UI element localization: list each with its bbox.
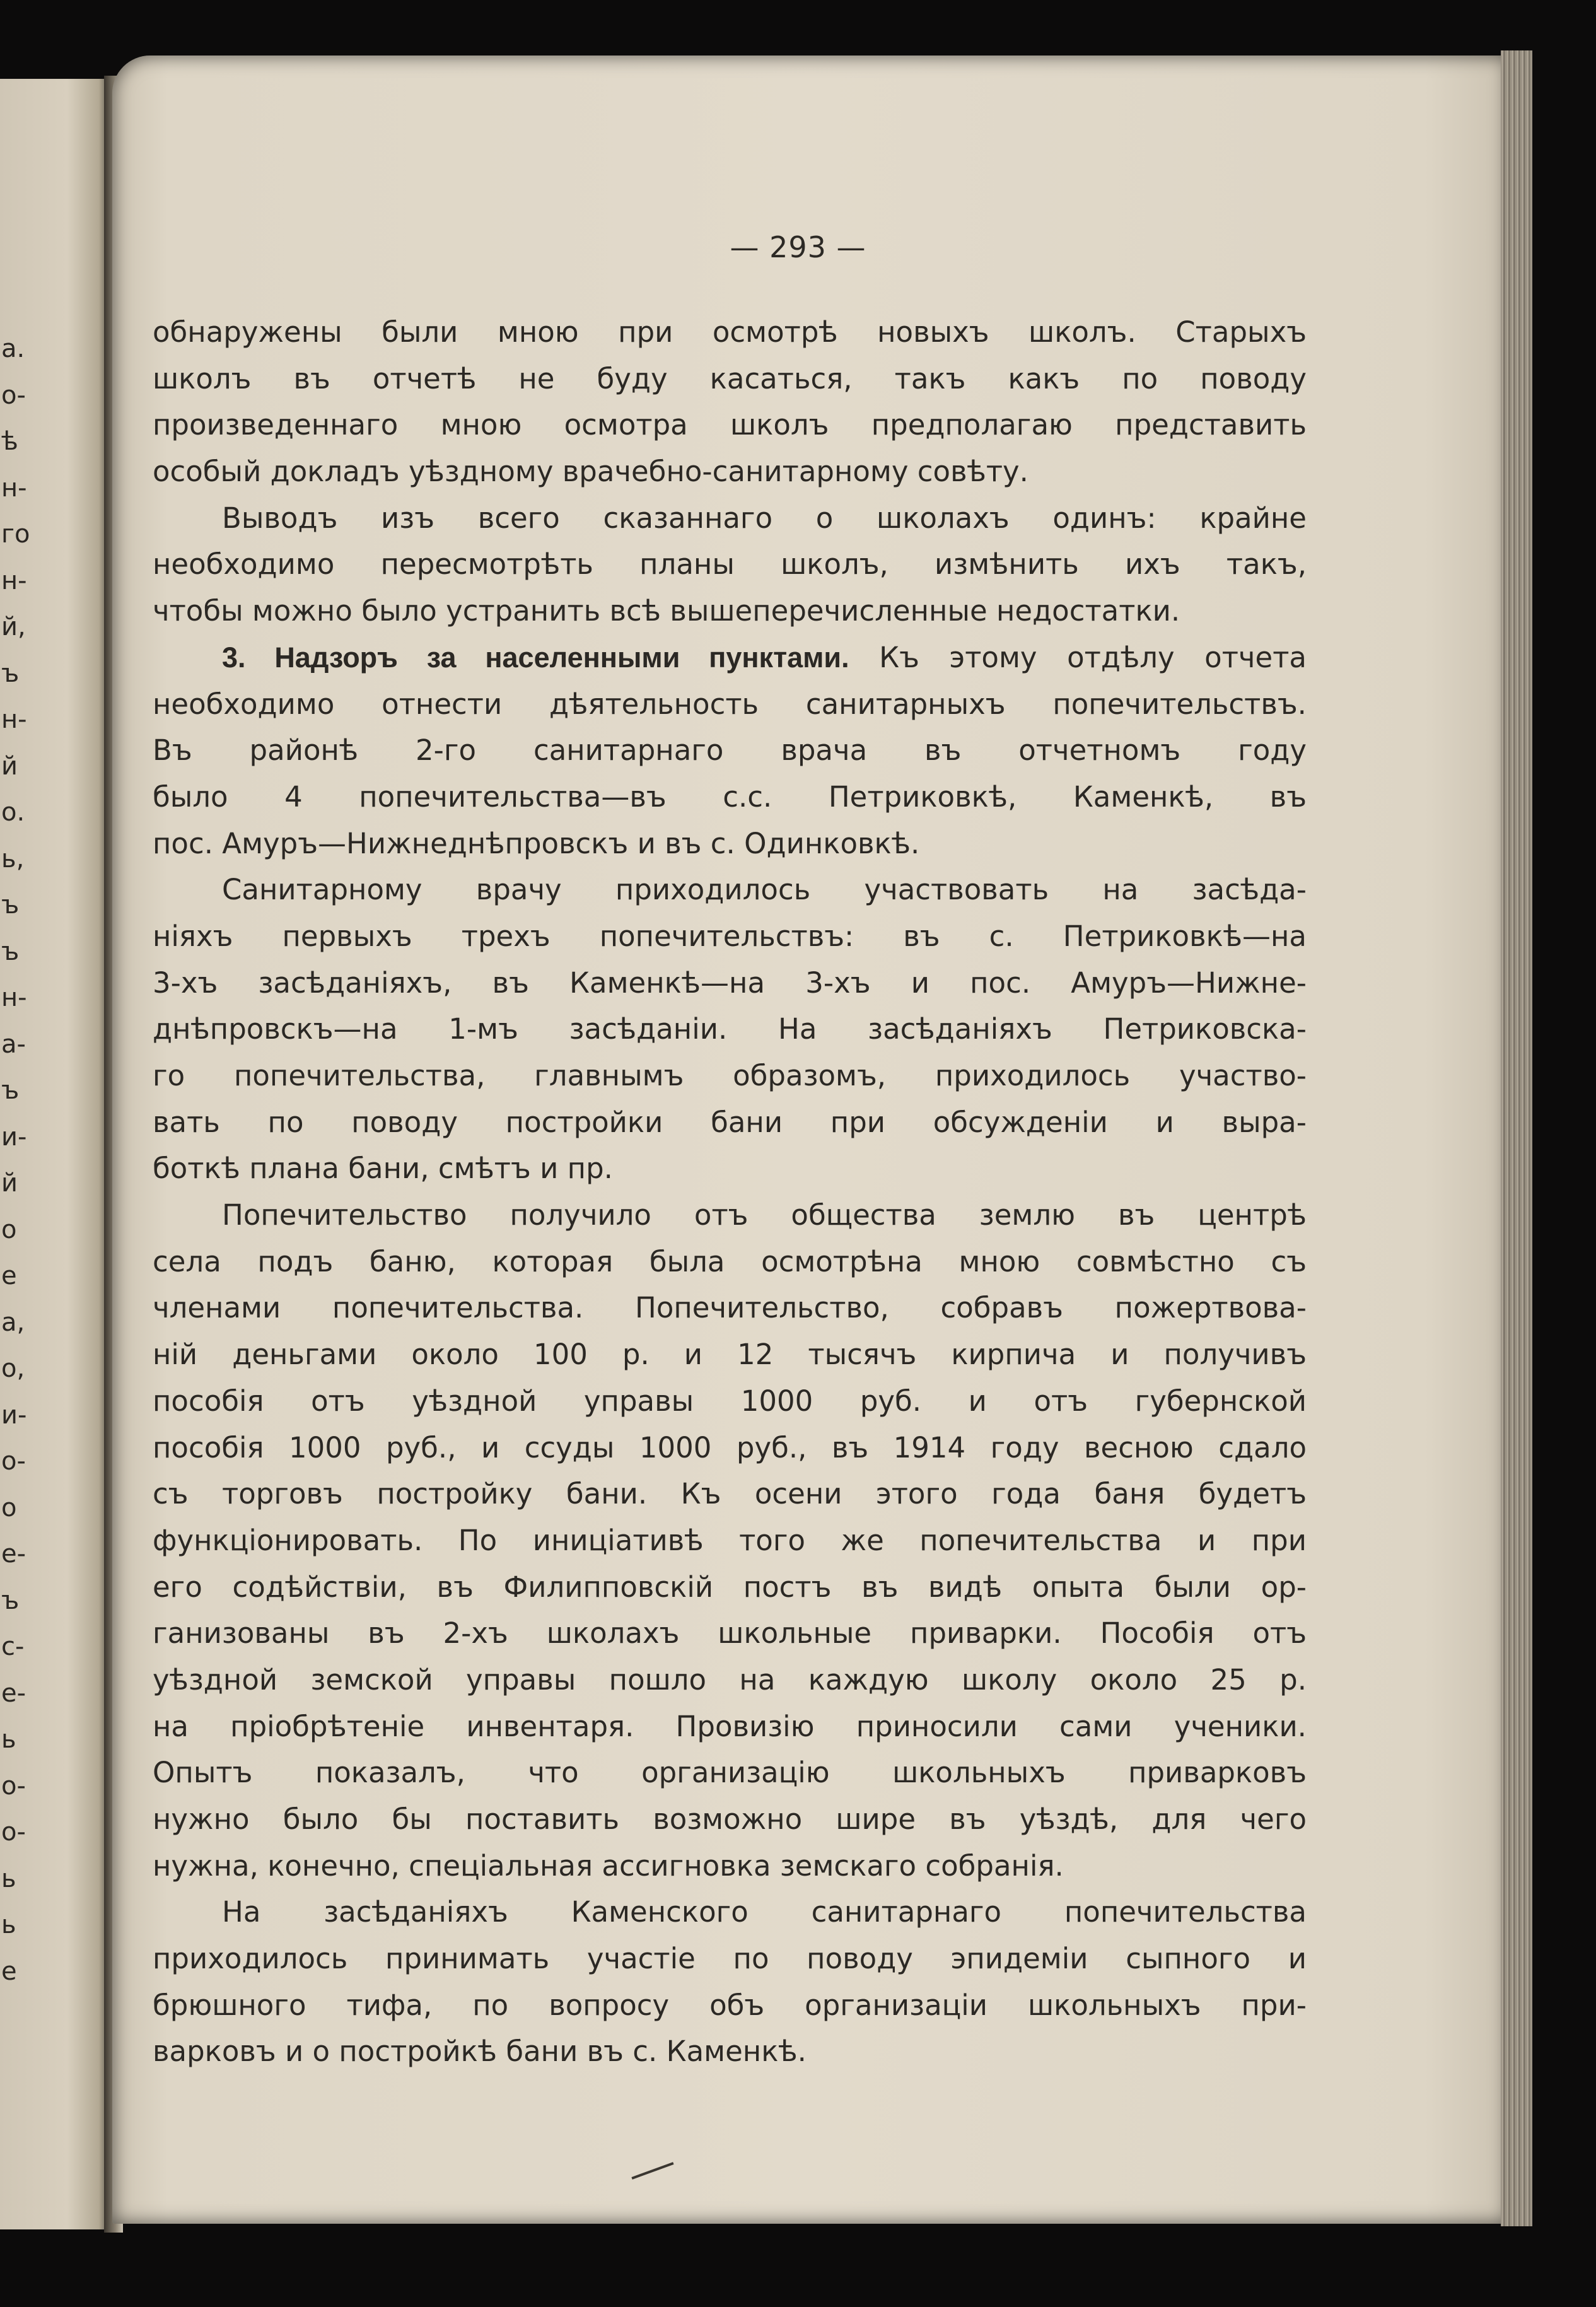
- left-page-char: ъ: [1, 658, 20, 688]
- text-line: [153, 1285, 1307, 1331]
- left-page-char: о-: [1, 1818, 26, 1847]
- text-line-content: членами попечительства. Попечительство, собравъ пожертвова-: [153, 1291, 1307, 1325]
- left-page-char: ъ: [1, 1076, 20, 1105]
- text-line-content: села подъ баню, которая была осмотрѣна мною совмѣстно съ: [153, 1244, 1307, 1278]
- left-page-char: а-: [1, 1029, 26, 1059]
- text-line: [153, 1053, 1307, 1099]
- text-line-content: 3-хъ засѣданіяхъ, въ Каменкѣ—на 3-хъ и пос. Амуръ—Нижне-: [153, 966, 1307, 1000]
- text-line: [153, 402, 1307, 448]
- text-line: [153, 634, 1307, 681]
- left-page-char: ѣ: [1, 427, 18, 456]
- left-page-char: о.: [1, 798, 25, 827]
- left-page-char: и-: [1, 1400, 27, 1430]
- text-line: [153, 1239, 1307, 1285]
- left-page-char: а,: [1, 1307, 25, 1337]
- text-line: [153, 356, 1307, 402]
- text-line: [153, 1843, 1307, 1889]
- text-line-content: Въ районѣ 2-го санитарнаго врача въ отчетномъ году: [153, 733, 1307, 768]
- text-line: [153, 681, 1307, 728]
- text-line-content: На засѣданіяхъ Каменского санитарнаго попечительства: [222, 1895, 1307, 1929]
- text-line-content: произведеннаго мною осмотра школъ предполагаю представить: [153, 408, 1307, 442]
- left-page-char: а.: [1, 334, 25, 363]
- text-line: [153, 727, 1307, 774]
- section-heading: 3. Надзоръ за населенными пунктами.: [222, 641, 849, 674]
- text-line-content: функціонировать. По иниціативѣ того же попечительства и при: [153, 1523, 1307, 1557]
- text-line: [153, 495, 1307, 542]
- text-line-content: варковъ и о постройкѣ бани въ с. Каменкѣ.: [153, 2035, 807, 2069]
- left-page-char: н-: [1, 705, 27, 734]
- text-line: [153, 913, 1307, 960]
- left-page-char: ь: [1, 1725, 16, 1754]
- body-text: [153, 309, 1307, 2075]
- text-line-content: Опытъ показалъ, что организацію школьныхъ приварковъ: [153, 1756, 1307, 1790]
- left-page-char: с-: [1, 1632, 25, 1661]
- text-line: [153, 1889, 1307, 1936]
- text-line-content: вать по поводу постройки бани при обсужденіи и выра-: [153, 1105, 1307, 1139]
- text-line-content: боткѣ плана бани, смѣтъ и пр.: [153, 1152, 613, 1186]
- text-line-content: было 4 попечительства—въ с.с. Петриковкѣ, Каменкѣ, въ: [153, 780, 1307, 814]
- text-line-content: ганизованы въ 2-хъ школахъ школьные приварки. Пособія отъ: [153, 1616, 1307, 1650]
- left-page-char: о-: [1, 1447, 26, 1476]
- text-line-content: ніяхъ первыхъ трехъ попечительствъ: въ с. Петриковкѣ—на: [153, 919, 1307, 953]
- left-page-char: о: [1, 1493, 17, 1522]
- text-line: [153, 1517, 1307, 1564]
- text-line-content: особый докладъ уѣздному врачебно-санитарному совѣту.: [153, 455, 1028, 489]
- text-line-content: необходимо пересмотрѣть планы школъ, измѣнить ихъ такъ,: [153, 547, 1307, 581]
- text-line-content: ній деньгами около 100 р. и 12 тысячъ кирпича и получивъ: [153, 1338, 1307, 1372]
- text-line-content: Попечительство получило отъ общества землю въ центрѣ: [222, 1198, 1307, 1232]
- left-page-char: й: [1, 1169, 18, 1198]
- text-line: [153, 1657, 1307, 1703]
- text-line-content: уѣздной земской управы пошло на каждую школу около 25 р.: [153, 1662, 1307, 1697]
- text-line-content: съ торговъ постройку бани. Къ осени этого года баня будетъ: [153, 1477, 1307, 1511]
- left-page-char: й,: [1, 612, 26, 641]
- text-line: [153, 1564, 1307, 1611]
- text-line: [153, 1796, 1307, 1843]
- text-line: [153, 1703, 1307, 1750]
- text-line-content: днѣпровскъ—на 1-мъ засѣданіи. На засѣданіяхъ Петриковска-: [153, 1012, 1307, 1046]
- left-page-char: о: [1, 1215, 17, 1244]
- text-line: [153, 1610, 1307, 1657]
- text-line-content: школъ въ отчетѣ не буду касаться, такъ какъ по поводу: [153, 361, 1307, 395]
- text-line-content: пос. Амуръ—Нижнеднѣпровскъ и въ с. Одинковкѣ.: [153, 826, 920, 860]
- text-line-content: Къ этому отдѣлу отчета: [849, 640, 1307, 674]
- left-page-char: е-: [1, 1678, 26, 1708]
- text-line: [153, 1006, 1307, 1053]
- page-number: — 293 —: [730, 230, 866, 264]
- left-page-char: н-: [1, 473, 27, 503]
- text-line: [153, 867, 1307, 913]
- text-line: [153, 541, 1307, 588]
- text-line: [153, 774, 1307, 821]
- text-line: [153, 2028, 1307, 2075]
- text-line: [153, 1192, 1307, 1239]
- left-page-char: е-: [1, 1539, 26, 1568]
- left-page-char: ъ: [1, 1586, 20, 1615]
- text-line-content: приходилось принимать участіе по поводу эпидеміи сыпного и: [153, 1942, 1307, 1976]
- text-line-content: нужно было бы поставить возможно шире въ уѣздѣ, для чего: [153, 1802, 1307, 1836]
- left-page-char: о,: [1, 1354, 25, 1383]
- text-line-content: чтобы можно было устранить всѣ вышеперечисленные недостатки.: [153, 594, 1180, 628]
- left-page-char: о-: [1, 1771, 26, 1801]
- left-page-char: й: [1, 751, 18, 781]
- text-line: [153, 1982, 1307, 2029]
- text-line-content: его содѣйствіи, въ Филипповскій постъ въ видѣ опыта были ор-: [153, 1570, 1307, 1604]
- text-line: [153, 1331, 1307, 1378]
- left-page-char: ь: [1, 1910, 16, 1939]
- text-line: [153, 1099, 1307, 1146]
- text-line: [153, 1471, 1307, 1517]
- left-page-char: ъ: [1, 937, 20, 966]
- text-line-content: пособія отъ уѣздной управы 1000 руб. и отъ губернской: [153, 1384, 1307, 1418]
- left-page-char: е: [1, 1956, 17, 1986]
- left-page-char: ь,: [1, 844, 25, 873]
- text-line-content: пособія 1000 руб., и ссуды 1000 руб., въ 1914 году весною сдало: [153, 1430, 1307, 1464]
- text-line: [153, 821, 1307, 867]
- text-line-content: брюшного тифа, по вопросу объ организаціи школьныхъ при-: [153, 1988, 1307, 2022]
- left-page-char: н-: [1, 983, 27, 1012]
- text-line: [153, 1425, 1307, 1471]
- text-line-content: необходимо отнести дѣятельность санитарныхъ попечительствъ.: [153, 687, 1307, 721]
- text-line-content: на пріобрѣтеніе инвентаря. Провизію приносили сами ученики.: [153, 1709, 1307, 1743]
- left-page-char: н-: [1, 566, 27, 595]
- left-page-char: ъ: [1, 891, 20, 920]
- text-line-content: го попечительства, главнымъ образомъ, приходилось участво-: [153, 1059, 1307, 1092]
- page-edges: [1501, 50, 1532, 2226]
- text-line: [153, 960, 1307, 1007]
- text-line: [153, 448, 1307, 495]
- text-line-content: Выводъ изъ всего сказаннаго о школахъ одинъ: крайне: [222, 501, 1307, 535]
- text-line: [153, 1378, 1307, 1425]
- text-line-content: нужна, конечно, спеціальная ассигновка земскаго собранія.: [153, 1849, 1064, 1883]
- left-page-char: ь: [1, 1864, 16, 1893]
- text-line-content: обнаружены были мною при осмотрѣ новыхъ школъ. Старыхъ: [153, 315, 1307, 349]
- text-line: [153, 1936, 1307, 1982]
- text-line-content: Санитарному врачу приходилось участвовать на засѣда-: [222, 873, 1307, 907]
- text-line: [153, 1145, 1307, 1192]
- left-page-char: е: [1, 1261, 17, 1290]
- text-line: [153, 309, 1307, 356]
- left-page-edge: [0, 79, 112, 2229]
- left-page-char: о-: [1, 380, 26, 410]
- text-line: [153, 588, 1307, 634]
- left-page-char: и-: [1, 1122, 27, 1152]
- text-line: [153, 1749, 1307, 1796]
- left-page-char: го: [1, 520, 30, 549]
